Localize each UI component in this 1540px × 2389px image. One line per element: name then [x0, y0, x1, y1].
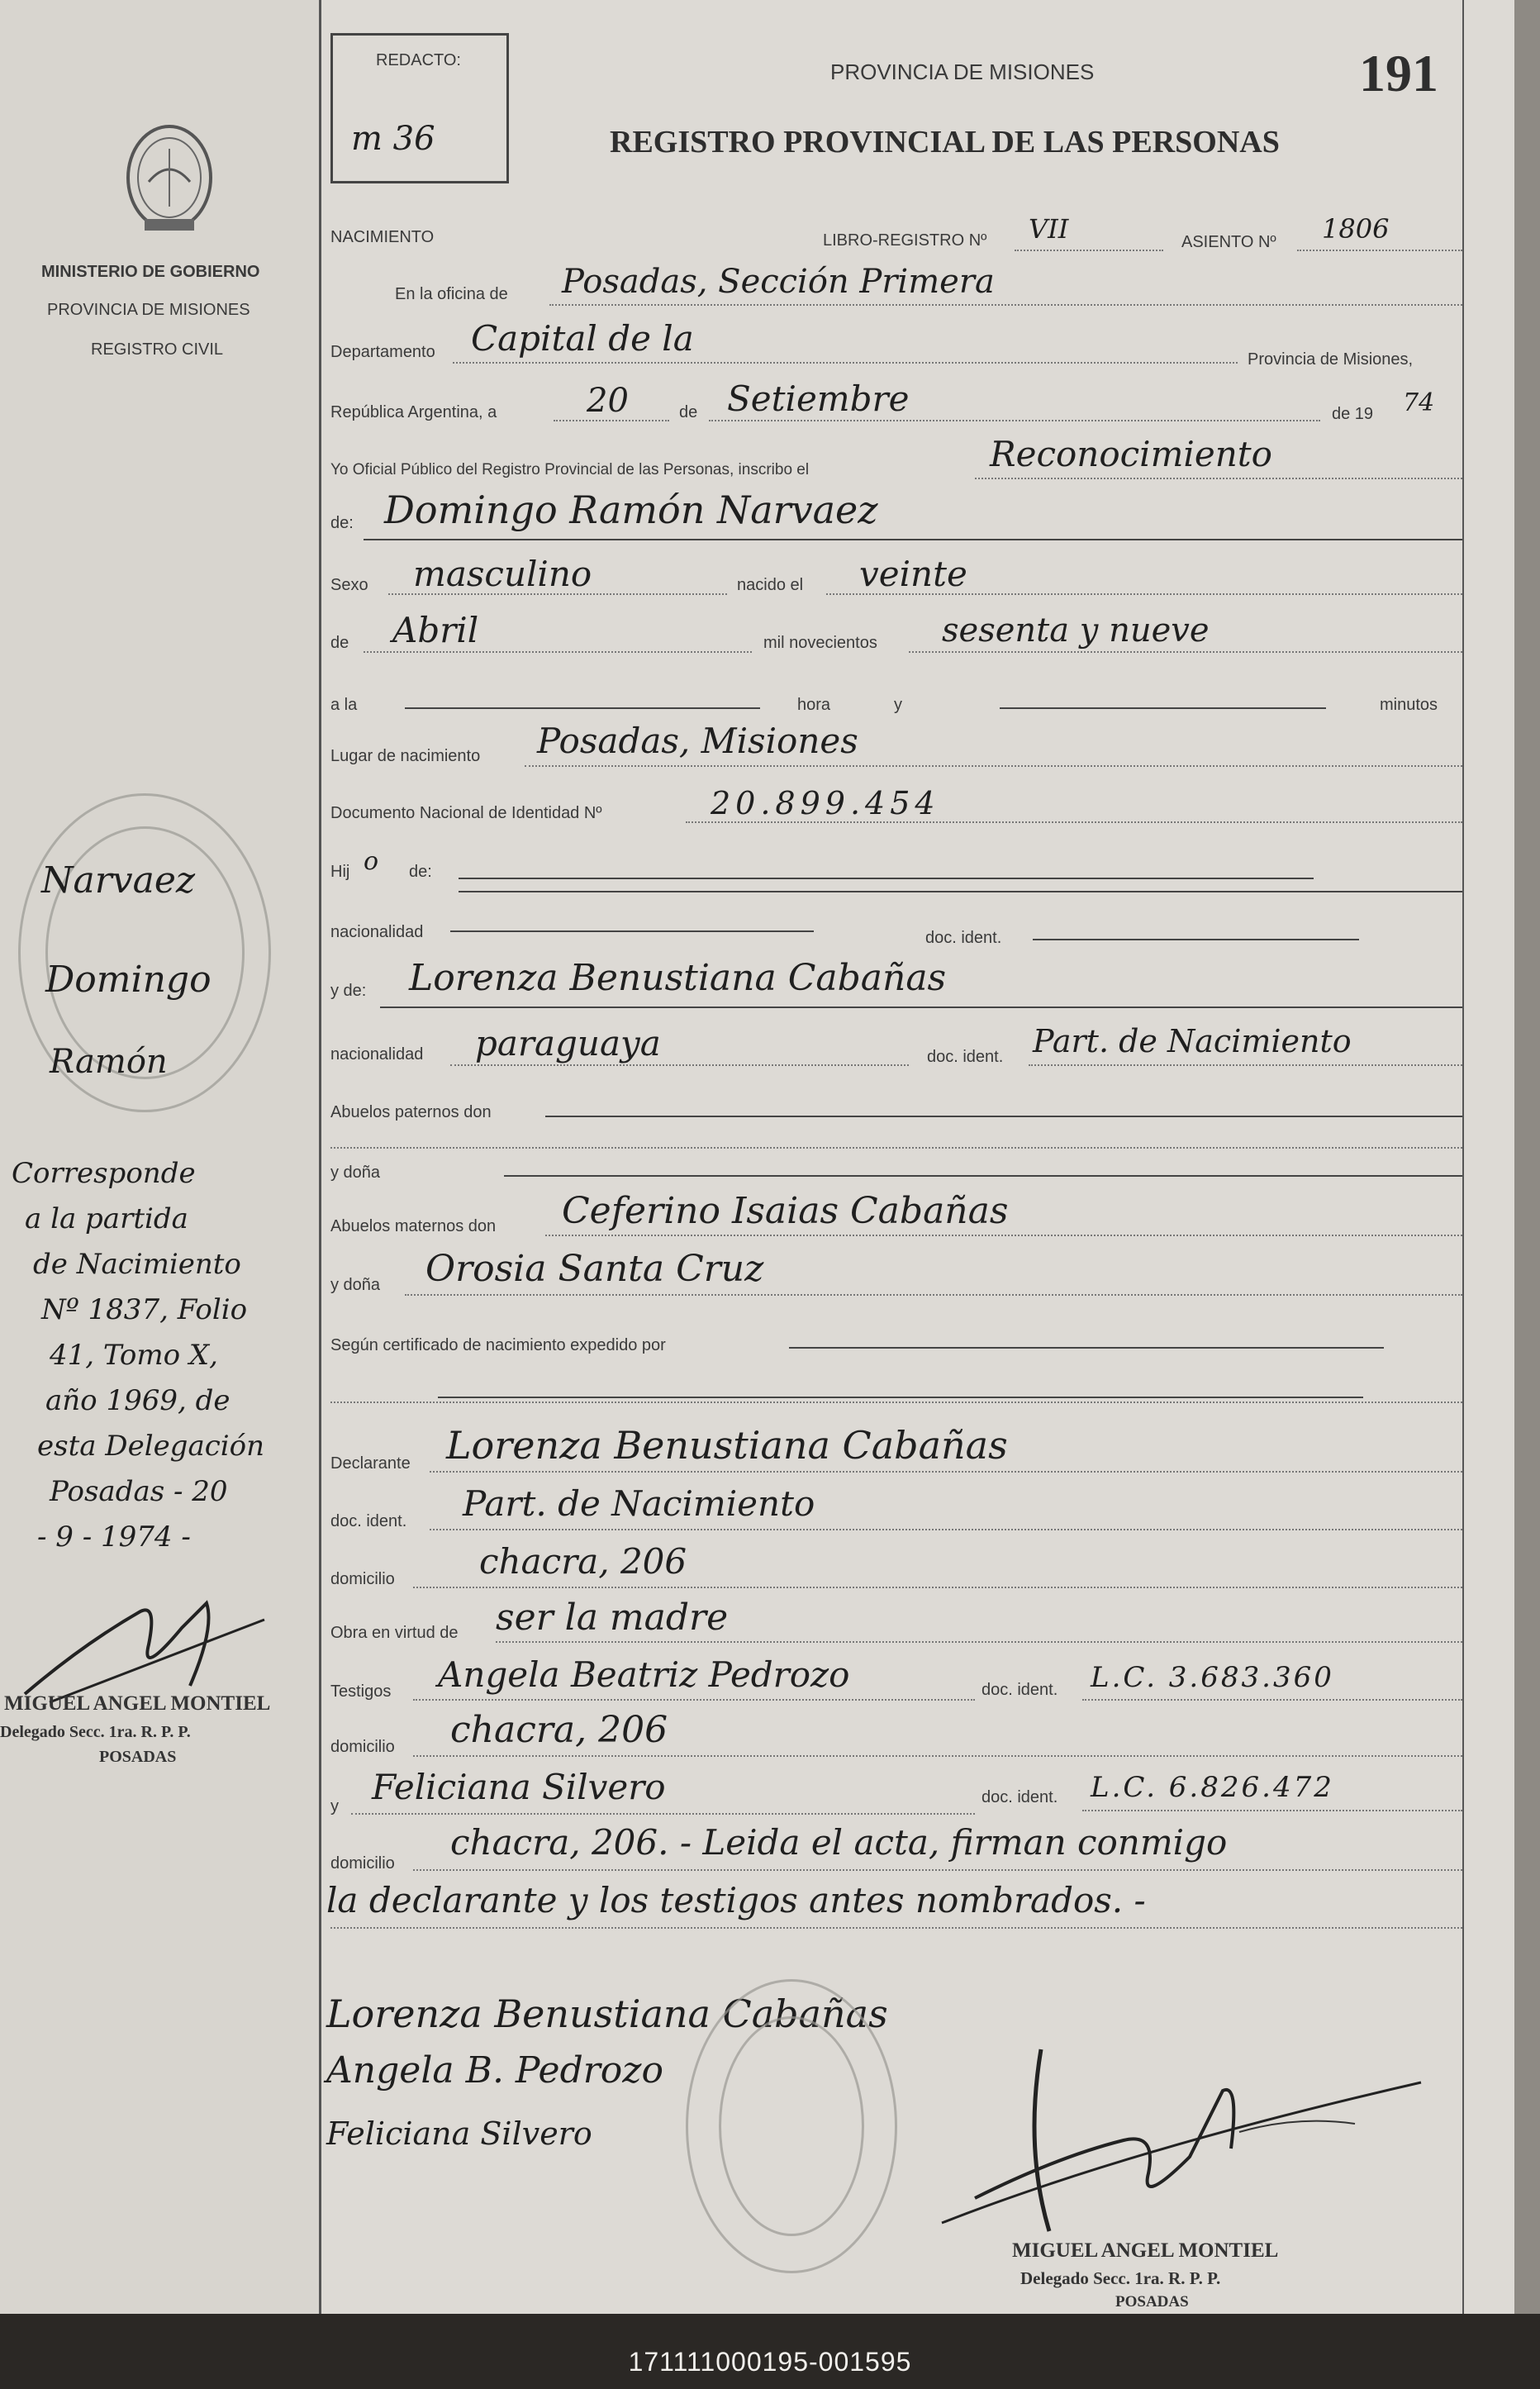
testigo2-line — [351, 1813, 975, 1815]
mes-nac-line — [364, 651, 752, 653]
official-title: Delegado Secc. 1ra. R. P. P. — [1020, 2268, 1221, 2288]
segun-line-3 — [438, 1397, 1363, 1398]
nac1-line — [450, 930, 814, 932]
ala-label: a la — [330, 696, 358, 714]
annotation-line-3: de Nacimiento — [33, 1248, 241, 1281]
republica-label: República Argentina, a — [330, 403, 497, 421]
oficial-line — [975, 478, 1462, 479]
abm-value: Ceferino Isaias Cabañas — [562, 1190, 1009, 1232]
obra-label: Obra en virtud de — [330, 1624, 459, 1642]
oficina-line — [549, 304, 1462, 306]
official-signature-icon — [925, 2033, 1438, 2248]
abm-line — [545, 1235, 1462, 1236]
margin-rule — [319, 0, 321, 2314]
redacto-value: m 36 — [351, 120, 435, 158]
doc3-value: L.C. 3.683.360 — [1091, 1661, 1334, 1694]
testigo1-value: Angela Beatriz Pedrozo — [438, 1654, 850, 1695]
provincia-suffix: Provincia de Misiones, — [1248, 350, 1414, 369]
doc2-line — [1029, 1064, 1462, 1066]
dni-line — [686, 821, 1462, 823]
nac1-label: nacionalidad — [330, 923, 424, 941]
de-nombre-label: de: — [330, 514, 354, 532]
mil-value: sesenta y nueve — [942, 612, 1210, 650]
doc4-line — [1082, 1810, 1462, 1811]
registry-title: REGISTRO PROVINCIAL DE LAS PERSONAS — [610, 125, 1280, 159]
ydona2-label: y doña — [330, 1276, 381, 1294]
asiento-label: ASIENTO Nº — [1181, 233, 1276, 251]
abm-label: Abuelos maternos don — [330, 1217, 497, 1235]
yde-label: y de: — [330, 982, 367, 1000]
mil-label: mil novecientos — [763, 634, 877, 652]
minutos-line — [1000, 707, 1326, 709]
bottom-registry-stamp-inner — [719, 2016, 864, 2236]
libro-line — [1015, 250, 1163, 251]
sexo-value: masculino — [413, 554, 592, 594]
next-page-edge — [1514, 0, 1540, 2314]
domicilio3-line — [413, 1869, 1462, 1871]
ydona1-line — [504, 1175, 1462, 1177]
annotation-line-8: Posadas - 20 — [50, 1475, 228, 1508]
coat-of-arms-icon — [107, 116, 231, 240]
right-rule — [1462, 0, 1464, 2314]
annotation-line-4: Nº 1837, Folio — [41, 1293, 248, 1326]
left-official-city: POSADAS — [99, 1748, 177, 1766]
mes-nac-value: Abril — [392, 610, 479, 650]
segun-line-2 — [330, 1402, 1462, 1403]
margin-first-name: Domingo — [45, 959, 212, 1001]
ministry-name: MINISTERIO DE GOBIERNO — [41, 263, 260, 281]
sexo-label: Sexo — [330, 576, 368, 594]
mes-line — [709, 420, 1320, 421]
signature-declarante: Lorenza Benustiana Cabañas — [326, 1992, 888, 2036]
oficial-label: Yo Oficial Público del Registro Provincial de las Personas, inscribo el — [330, 461, 810, 478]
margin-second-name: Ramón — [50, 1043, 168, 1081]
doc2-label: doc. ident. — [927, 1048, 1004, 1066]
asiento-value: 1806 — [1322, 213, 1390, 245]
section-label: NACIMIENTO — [330, 228, 435, 246]
lugar-value: Posadas, Misiones — [537, 721, 858, 761]
madre-line — [380, 1007, 1462, 1008]
ydona2-line — [405, 1294, 1462, 1296]
dni-label: Documento Nacional de Identidad Nº — [330, 804, 602, 822]
document-id: 171111000195-001595 — [628, 2347, 912, 2377]
testigos-label: Testigos — [330, 1682, 392, 1701]
header-province: PROVINCIA DE MISIONES — [830, 59, 1095, 84]
obra-line — [496, 1641, 1462, 1643]
departamento-value: Capital de la — [471, 318, 694, 359]
domicilio2-value: chacra, 206 — [450, 1709, 668, 1751]
departamento-line — [453, 362, 1238, 364]
docid-label: doc. ident. — [330, 1512, 407, 1530]
left-official-name: MIGUEL ANGEL MONTIEL — [4, 1692, 271, 1715]
abp-line-1 — [545, 1116, 1462, 1117]
domicilio1-line — [413, 1587, 1462, 1588]
signature-testigo-1: Angela B. Pedrozo — [326, 2049, 663, 2092]
mil-line — [909, 651, 1462, 653]
ydona1-label: y doña — [330, 1164, 381, 1182]
doc3-label: doc. ident. — [982, 1681, 1058, 1699]
hijo-de-label: de: — [409, 863, 432, 881]
libro-value: VII — [1029, 213, 1069, 245]
annotation-line-5: 41, Tomo X, — [50, 1339, 218, 1372]
minutos-label: minutos — [1380, 696, 1438, 714]
de-label: de — [679, 403, 698, 421]
de2-label: de — [330, 634, 349, 652]
padre-line-2 — [459, 891, 1462, 892]
nac2-label: nacionalidad — [330, 1045, 424, 1064]
domicilio2-label: domicilio — [330, 1738, 395, 1756]
mes-value: Setiembre — [727, 378, 910, 419]
asiento-line — [1297, 250, 1462, 251]
anio-value: 74 — [1403, 388, 1435, 417]
official-city: POSADAS — [1115, 2293, 1189, 2310]
dia-value: 20 — [587, 382, 629, 420]
y3-label: y — [330, 1797, 339, 1816]
domicilio3-value: chacra, 206. - Leida el acta, firman conmigo — [450, 1822, 1228, 1863]
doc1-label: doc. ident. — [925, 929, 1002, 947]
docid-value: Part. de Nacimiento — [463, 1483, 815, 1524]
hijo-label: Hij — [330, 863, 350, 881]
annotation-line-1: Corresponde — [12, 1157, 196, 1190]
padre-line-1 — [459, 878, 1314, 879]
testigo1-line — [413, 1699, 975, 1701]
margin-surname: Narvaez — [41, 859, 196, 902]
y-label: y — [894, 696, 902, 714]
ydona2-value: Orosia Santa Cruz — [425, 1248, 764, 1290]
doc1-line — [1033, 939, 1359, 940]
redacto-label: REDACTO: — [376, 51, 461, 69]
doc2-value: Part. de Nacimiento — [1033, 1023, 1352, 1059]
hora-line — [405, 707, 760, 709]
left-official-title: Delegado Secc. 1ra. R. P. P. — [0, 1723, 191, 1741]
domicilio1-value: chacra, 206 — [479, 1541, 687, 1582]
left-province-name: PROVINCIA DE MISIONES — [47, 301, 250, 319]
lugar-line — [525, 765, 1462, 767]
testigo2-value: Feliciana Silvero — [372, 1767, 666, 1807]
nombre-line — [364, 539, 1462, 540]
doc4-label: doc. ident. — [982, 1788, 1058, 1806]
hijo-value: o — [364, 847, 379, 876]
madre-value: Lorenza Benustiana Cabañas — [409, 957, 947, 999]
nac2-value: paraguaya — [475, 1023, 661, 1064]
annotation-line-6: año 1969, de — [45, 1384, 231, 1417]
declarante-value: Lorenza Benustiana Cabañas — [446, 1423, 1008, 1468]
obra-value: ser la madre — [496, 1597, 729, 1639]
abp-line-2 — [330, 1147, 1462, 1149]
doc3-line — [1082, 1699, 1462, 1701]
closing-line — [330, 1927, 1462, 1929]
closing-value: la declarante y los testigos antes nombrados. - — [326, 1880, 1146, 1920]
nacido-value: veinte — [859, 554, 967, 594]
domicilio2-line — [413, 1755, 1462, 1757]
nombre-value: Domingo Ramón Narvaez — [384, 488, 878, 532]
segun-label: Según certificado de nacimiento expedido por — [330, 1336, 666, 1354]
official-name: MIGUEL ANGEL MONTIEL — [1012, 2239, 1279, 2262]
annotation-line-7: esta Delegación — [37, 1430, 265, 1463]
signature-testigo-2: Feliciana Silvero — [326, 2115, 592, 2152]
domicilio1-label: domicilio — [330, 1570, 395, 1588]
oficina-value: Posadas, Sección Primera — [562, 263, 995, 301]
dni-value: 20.899.454 — [711, 785, 940, 821]
hora-label: hora — [797, 696, 831, 714]
libro-label: LIBRO-REGISTRO Nº — [823, 231, 987, 250]
registry-office: REGISTRO CIVIL — [91, 340, 224, 359]
segun-line-1 — [789, 1347, 1384, 1349]
nacido-label: nacido el — [737, 576, 804, 594]
domicilio3-label: domicilio — [330, 1854, 395, 1873]
docid-line — [430, 1529, 1462, 1530]
departamento-label: Departamento — [330, 343, 435, 361]
nac2-line — [450, 1064, 909, 1066]
lugar-label: Lugar de nacimiento — [330, 747, 481, 765]
doc4-value: L.C. 6.826.472 — [1091, 1771, 1334, 1804]
page-number: 191 — [1359, 44, 1438, 102]
annotation-line-9: - 9 - 1974 - — [37, 1520, 191, 1554]
oficina-label: En la oficina de — [395, 285, 508, 303]
declarante-line — [430, 1471, 1462, 1473]
declarante-label: Declarante — [330, 1454, 411, 1473]
dia-line — [554, 420, 669, 421]
abp-label: Abuelos paternos don — [330, 1103, 492, 1121]
anio-label: de 19 — [1332, 405, 1374, 423]
oficial-value: Reconocimiento — [990, 434, 1272, 474]
annotation-line-2: a la partida — [25, 1202, 188, 1235]
